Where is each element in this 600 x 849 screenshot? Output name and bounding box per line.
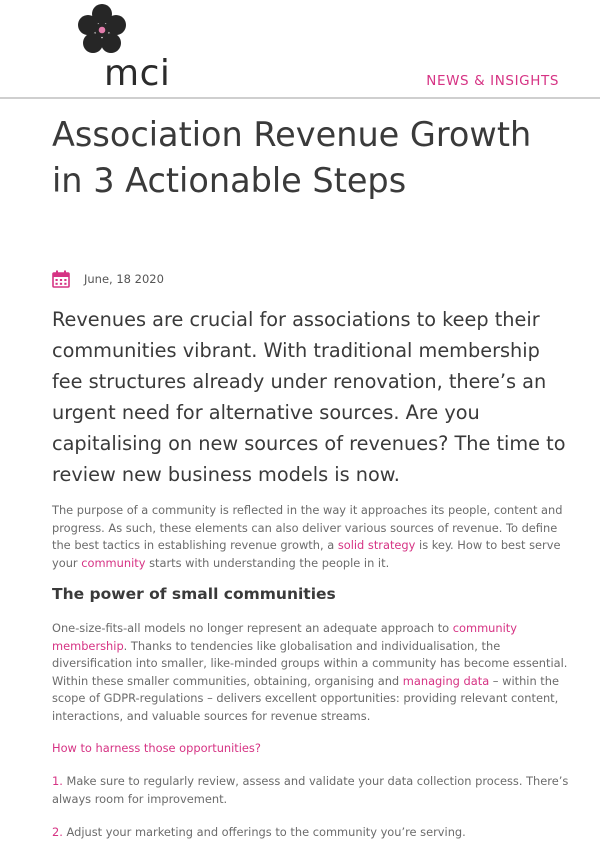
intro-text-part-1: The purpose of a community is reflected in the way it approaches its people, content and progress. As such, these elements can also deliver various sources of revenue. To define the best tactics in establishing revenue growth, a bbox=[52, 503, 563, 552]
small-communities-text-part-2: . Thanks to tendencies like globalisation and individualisation, the diversification into smaller, like-minded groups within a community has become essential. Within these smaller communities, obtaining, organising and bbox=[52, 638, 568, 688]
community-membership-link[interactable]: community membership bbox=[52, 621, 517, 653]
step-number: 1. bbox=[52, 774, 63, 788]
article-date: June, 18 2020 bbox=[84, 272, 164, 286]
calendar-icon bbox=[52, 270, 70, 288]
opportunities-subheading bbox=[52, 740, 572, 758]
community-link[interactable]: community bbox=[81, 555, 146, 570]
news-insights-link[interactable]: NEWS & INSIGHTS bbox=[426, 73, 559, 89]
step-text: Make sure to regularly review, assess and validate your data collection process. There’s always room for improvement. bbox=[52, 774, 569, 806]
section-heading: The power of small communities bbox=[52, 585, 336, 603]
small-communities-text-part-3: – within the scope of GDPR-regulations – delivers excellent opportunities: providing relevant content, interactions, and valuable sources for revenue streams. bbox=[52, 673, 559, 723]
intro-text-part-2: is key. How to best serve your bbox=[52, 538, 561, 570]
step-item bbox=[52, 773, 578, 808]
mci-logo[interactable] bbox=[50, 2, 171, 94]
step-number: 2. bbox=[52, 825, 63, 839]
article-lead: Revenues are crucial for associations to keep their communities vibrant. With traditional membership fee structures already under renovation, there’s an urgent need for alternative sources. Are you capitalising on new sources of revenues? The time to review new business models is now. bbox=[52, 308, 566, 486]
small-communities-text-part-1: One-size-fits-all models no longer represent an adequate approach to bbox=[52, 621, 453, 635]
opportunities-subheading-text: How to harness those opportunities? bbox=[52, 741, 261, 755]
logo-wordmark: mci bbox=[104, 53, 171, 94]
flower-logo-icon bbox=[78, 4, 126, 58]
small-communities-paragraph bbox=[52, 620, 578, 725]
intro-text-part-3: starts with understanding the people in it. bbox=[145, 555, 390, 570]
step-text: Adjust your marketing and offerings to the community you’re serving. bbox=[62, 825, 466, 839]
site-header bbox=[0, 0, 600, 99]
managing-data-link[interactable]: managing data bbox=[402, 673, 490, 688]
solid-strategy-link[interactable]: solid strategy bbox=[337, 538, 416, 552]
step-item bbox=[52, 824, 578, 842]
article-title: Association Revenue Growth in 3 Actionable Steps bbox=[52, 115, 532, 200]
article-date-row bbox=[52, 268, 164, 290]
intro-paragraph bbox=[52, 502, 574, 572]
